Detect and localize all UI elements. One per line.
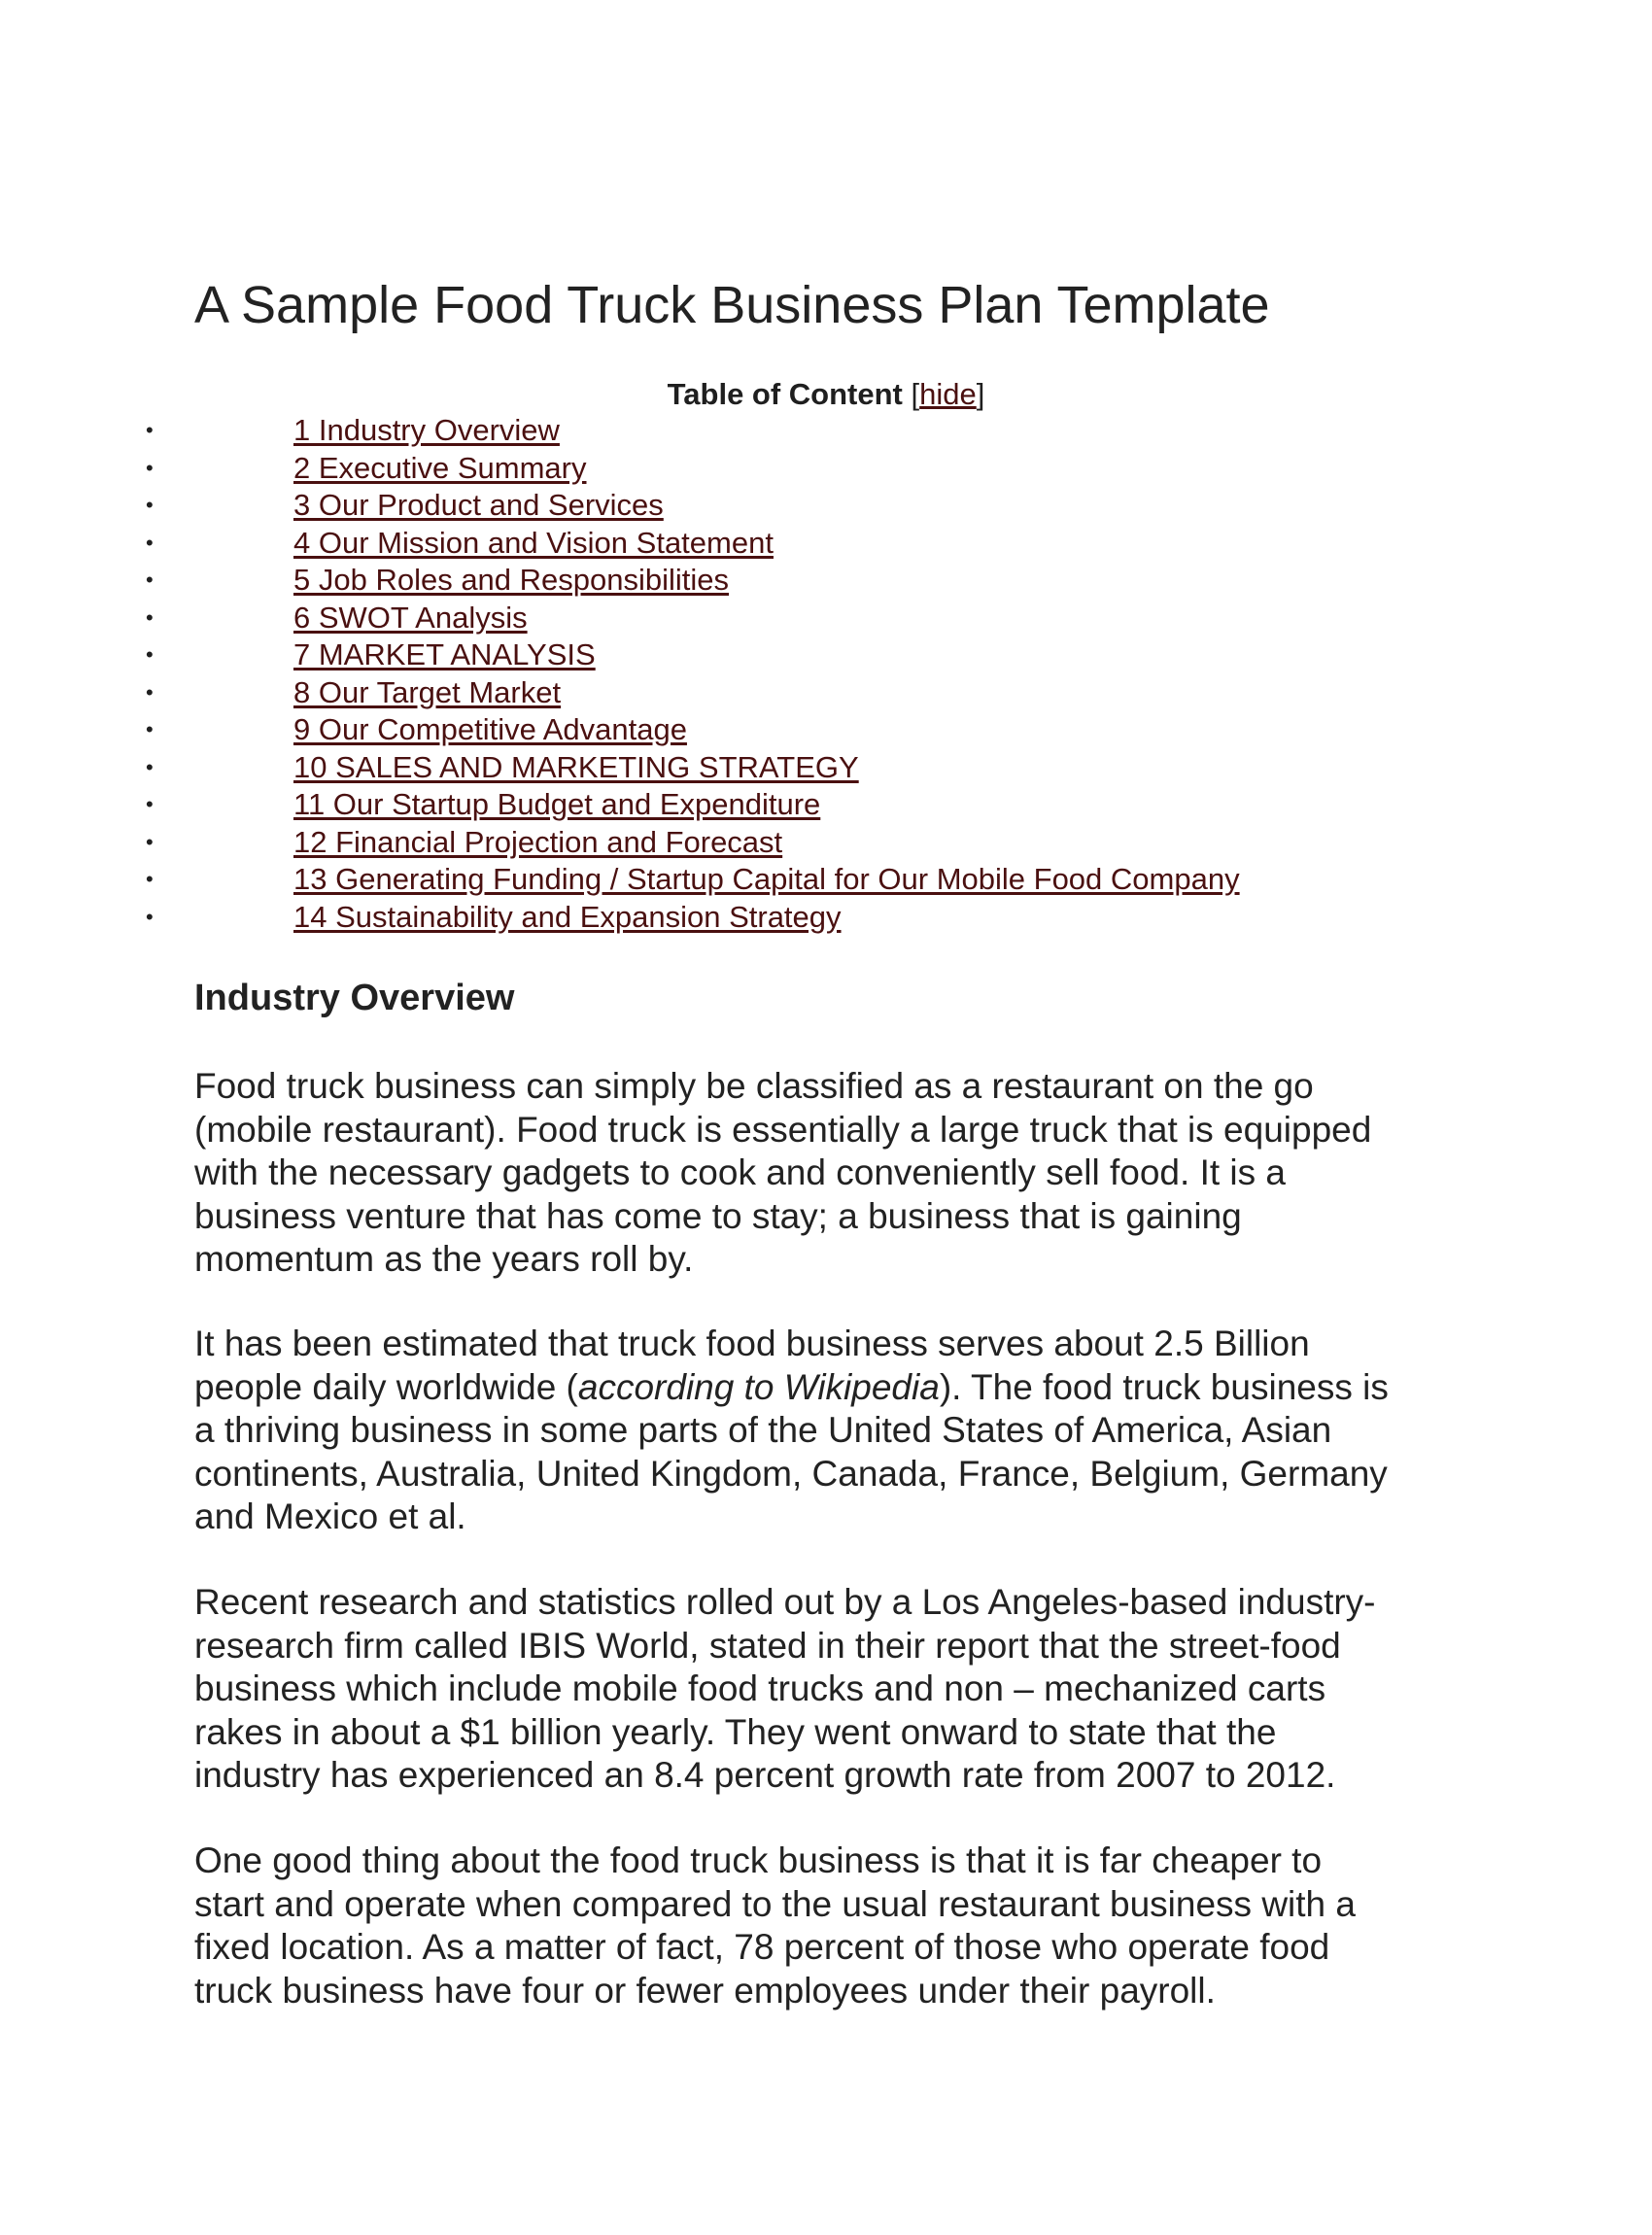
toc-link-target-market[interactable]: 8 Our Target Market	[293, 674, 562, 709]
bullet-icon: •	[146, 904, 154, 929]
section-heading: Industry Overview	[194, 978, 515, 1018]
toc-heading	[0, 375, 1652, 414]
toc-hide-link[interactable]: hide	[919, 377, 977, 411]
bullet-icon: •	[146, 418, 154, 442]
paragraph-line: fixed location. As a matter of fact, 78 percent of those who operate food	[194, 1927, 1330, 1967]
paragraph	[194, 1323, 1487, 1539]
text-segment: ). The food truck business is	[939, 1366, 1389, 1407]
citation-italic: according to Wikipedia	[577, 1366, 940, 1407]
toc-link-financial-projection[interactable]: 12 Financial Projection and Forecast	[293, 824, 783, 859]
document-title: A Sample Food Truck Business Plan Template	[194, 276, 1270, 334]
bullet-icon: •	[146, 792, 154, 816]
paragraph-line: rakes in about a $1 billion yearly. They went onward to state that the	[194, 1711, 1277, 1752]
toc-link-market-analysis[interactable]: 7 MARKET ANALYSIS	[293, 637, 596, 671]
paragraph-line: with the necessary gadgets to cook and conveniently sell food. It is a	[194, 1152, 1286, 1192]
paragraph-line: start and operate when compared to the usual restaurant business with a	[194, 1883, 1356, 1924]
toc-link-job-roles[interactable]: 5 Job Roles and Responsibilities	[293, 563, 730, 597]
paragraph-line: momentum as the years roll by.	[194, 1239, 694, 1279]
paragraph	[194, 1581, 1487, 1798]
bullet-icon: •	[146, 567, 154, 592]
bullet-icon: •	[146, 455, 154, 480]
text-segment: people daily worldwide (	[194, 1366, 578, 1407]
paragraph-line: a thriving business in some parts of the United States of America, Asian	[194, 1410, 1332, 1450]
toc-link-startup-budget[interactable]: 11 Our Startup Budget and Expenditure	[293, 787, 821, 821]
toc-link-product-services[interactable]: 3 Our Product and Services	[293, 488, 664, 522]
bullet-icon: •	[146, 754, 154, 779]
toc-link-sustainability[interactable]: 14 Sustainability and Expansion Strategy	[293, 899, 842, 934]
paragraph-line: (mobile restaurant). Food truck is essentially a large truck that is equipped	[194, 1109, 1372, 1150]
toc-link-mission-vision[interactable]: 4 Our Mission and Vision Statement	[293, 525, 774, 560]
paragraph	[194, 1840, 1487, 2012]
bullet-icon: •	[146, 604, 154, 630]
paragraph-line: Food truck business can simply be classified as a restaurant on the go	[194, 1066, 1314, 1106]
bullet-icon: •	[146, 717, 154, 741]
bullet-icon: •	[146, 679, 154, 705]
paragraph-line: business venture that has come to stay; a business that is gaining	[194, 1195, 1242, 1236]
bullet-icon: •	[146, 642, 154, 667]
toc-open-bracket: [	[911, 377, 920, 411]
paragraph-line: Recent research and statistics rolled out by a Los Angeles-based industry-	[194, 1582, 1376, 1622]
toc-link-executive-summary[interactable]: 2 Executive Summary	[293, 450, 587, 485]
paragraph-line: truck business have four or fewer employees under their payroll.	[194, 1970, 1216, 2011]
paragraph-line: continents, Australia, United Kingdom, Canada, France, Belgium, Germany	[194, 1453, 1388, 1494]
paragraph-line: One good thing about the food truck business is that it is far cheaper to	[194, 1840, 1323, 1880]
paragraph	[194, 1065, 1487, 1282]
toc-close-bracket: ]	[976, 377, 985, 411]
paragraph-line	[194, 1366, 1487, 1410]
toc-title: Table of Content	[667, 377, 903, 411]
toc-link-funding[interactable]: 13 Generating Funding / Startup Capital for Our Mobile Food Company	[293, 862, 1240, 896]
toc-link-industry-overview[interactable]: 1 Industry Overview	[293, 413, 560, 447]
paragraph-line: business which include mobile food trucks and non – mechanized carts	[194, 1668, 1326, 1708]
bullet-icon: •	[146, 493, 154, 517]
paragraph-line: It has been estimated that truck food business serves about 2.5 Billion	[194, 1324, 1310, 1363]
bullet-icon: •	[146, 867, 154, 891]
paragraph-line: and Mexico et al.	[194, 1496, 466, 1536]
toc-link-swot-analysis[interactable]: 6 SWOT Analysis	[293, 600, 528, 635]
toc-link-competitive-advantage[interactable]: 9 Our Competitive Advantage	[293, 712, 687, 746]
toc-link-sales-marketing[interactable]: 10 SALES AND MARKETING STRATEGY	[293, 749, 859, 784]
paragraph-line: research firm called IBIS World, stated in their report that the street-food	[194, 1625, 1341, 1666]
paragraph-line: industry has experienced an 8.4 percent growth rate from 2007 to 2012.	[194, 1755, 1336, 1795]
bullet-icon: •	[146, 530, 154, 555]
bullet-icon: •	[146, 829, 154, 854]
